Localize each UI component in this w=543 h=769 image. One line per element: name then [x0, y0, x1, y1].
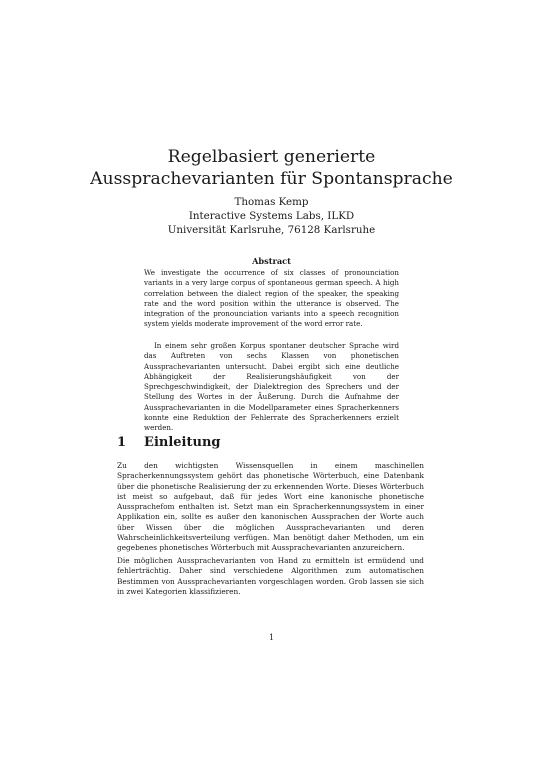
paper-title: Regelbasiert generierte Aussprachevarianten für Spontansprache [90, 147, 453, 189]
section-heading [117, 435, 221, 451]
intro-paragraph-2: Die möglichen Aussprachevarianten von Hand zu ermitteln ist ermüdend und fehlerträchtig. Daher sind verschiedene Algorithmen zum automatischen Bestimmen von Aussprachevarianten vorgeschlagen worden. Grob lassen sie sich in zwei Kategorien klassifizieren. [117, 556, 424, 596]
author-block [100, 195, 443, 237]
abstract-german: In einem sehr großen Korpus spontaner deutscher Sprache wird das Auftreten von sechs Klassen von phonetischen Aussprachevarianten untersucht. Dabei ergibt sich eine deutliche Abhängigkeit der Realisierungshäufigkeit von der Sprechgeschwindigkeit, der Dialektregion des Sprechers und der Stellung des Wortes in der Äußerung. Durch die Aufnahme der Aussprachevarianten in die Modellparameter eines Spracherkenners konnte eine Reduktion der Fehlerrate des Spracherkenners erzielt werden. [144, 341, 399, 433]
section-title: Einleitung [144, 435, 221, 450]
author-name: Thomas Kemp [234, 196, 309, 208]
page-number: 1 [268, 633, 275, 642]
affiliation-university: Universität Karlsruhe, 76128 Karlsruhe [167, 224, 376, 236]
abstract-english: We investigate the occurrence of six classes of pronounciation variants in a very large corpus of spontaneous german speech. A high correlation between the dialect region of the speaker, the speaking rate and the word position within the utterance is observed. The integration of the pronounciation variants into a speech recognition system yields moderate improvement of the word error rate. [144, 268, 399, 329]
affiliation-lab: Interactive Systems Labs, ILKD [188, 210, 355, 222]
abstract-heading: Abstract [252, 256, 291, 266]
section-number: 1 [117, 435, 127, 450]
intro-paragraph-1: Zu den wichtigsten Wissensquellen in einem maschinellen Spracherkennungssystem gehört das phonetische Wörterbuch, eine Datenbank über die phonetische Realisierung der zu erkennenden Worte. Dieses Wörterbuch ist meist so aufgebaut, daß für jedes Wort eine kanonische phonetische Aussprachefom enthalten ist. Setzt man ein Spracherkennungssystem in einer Applikation ein, sollte es außer den kanonischen Aussprachen der Worte auch über Wissen über die möglichen Aussprachevarianten und deren Wahrscheinlichkeitsverteilung verfügen. Man benötigt daher Methoden, um ein gegebenes phonetisches Wörterbuch mit Aussprachevarianten anzureichern. [117, 461, 424, 553]
